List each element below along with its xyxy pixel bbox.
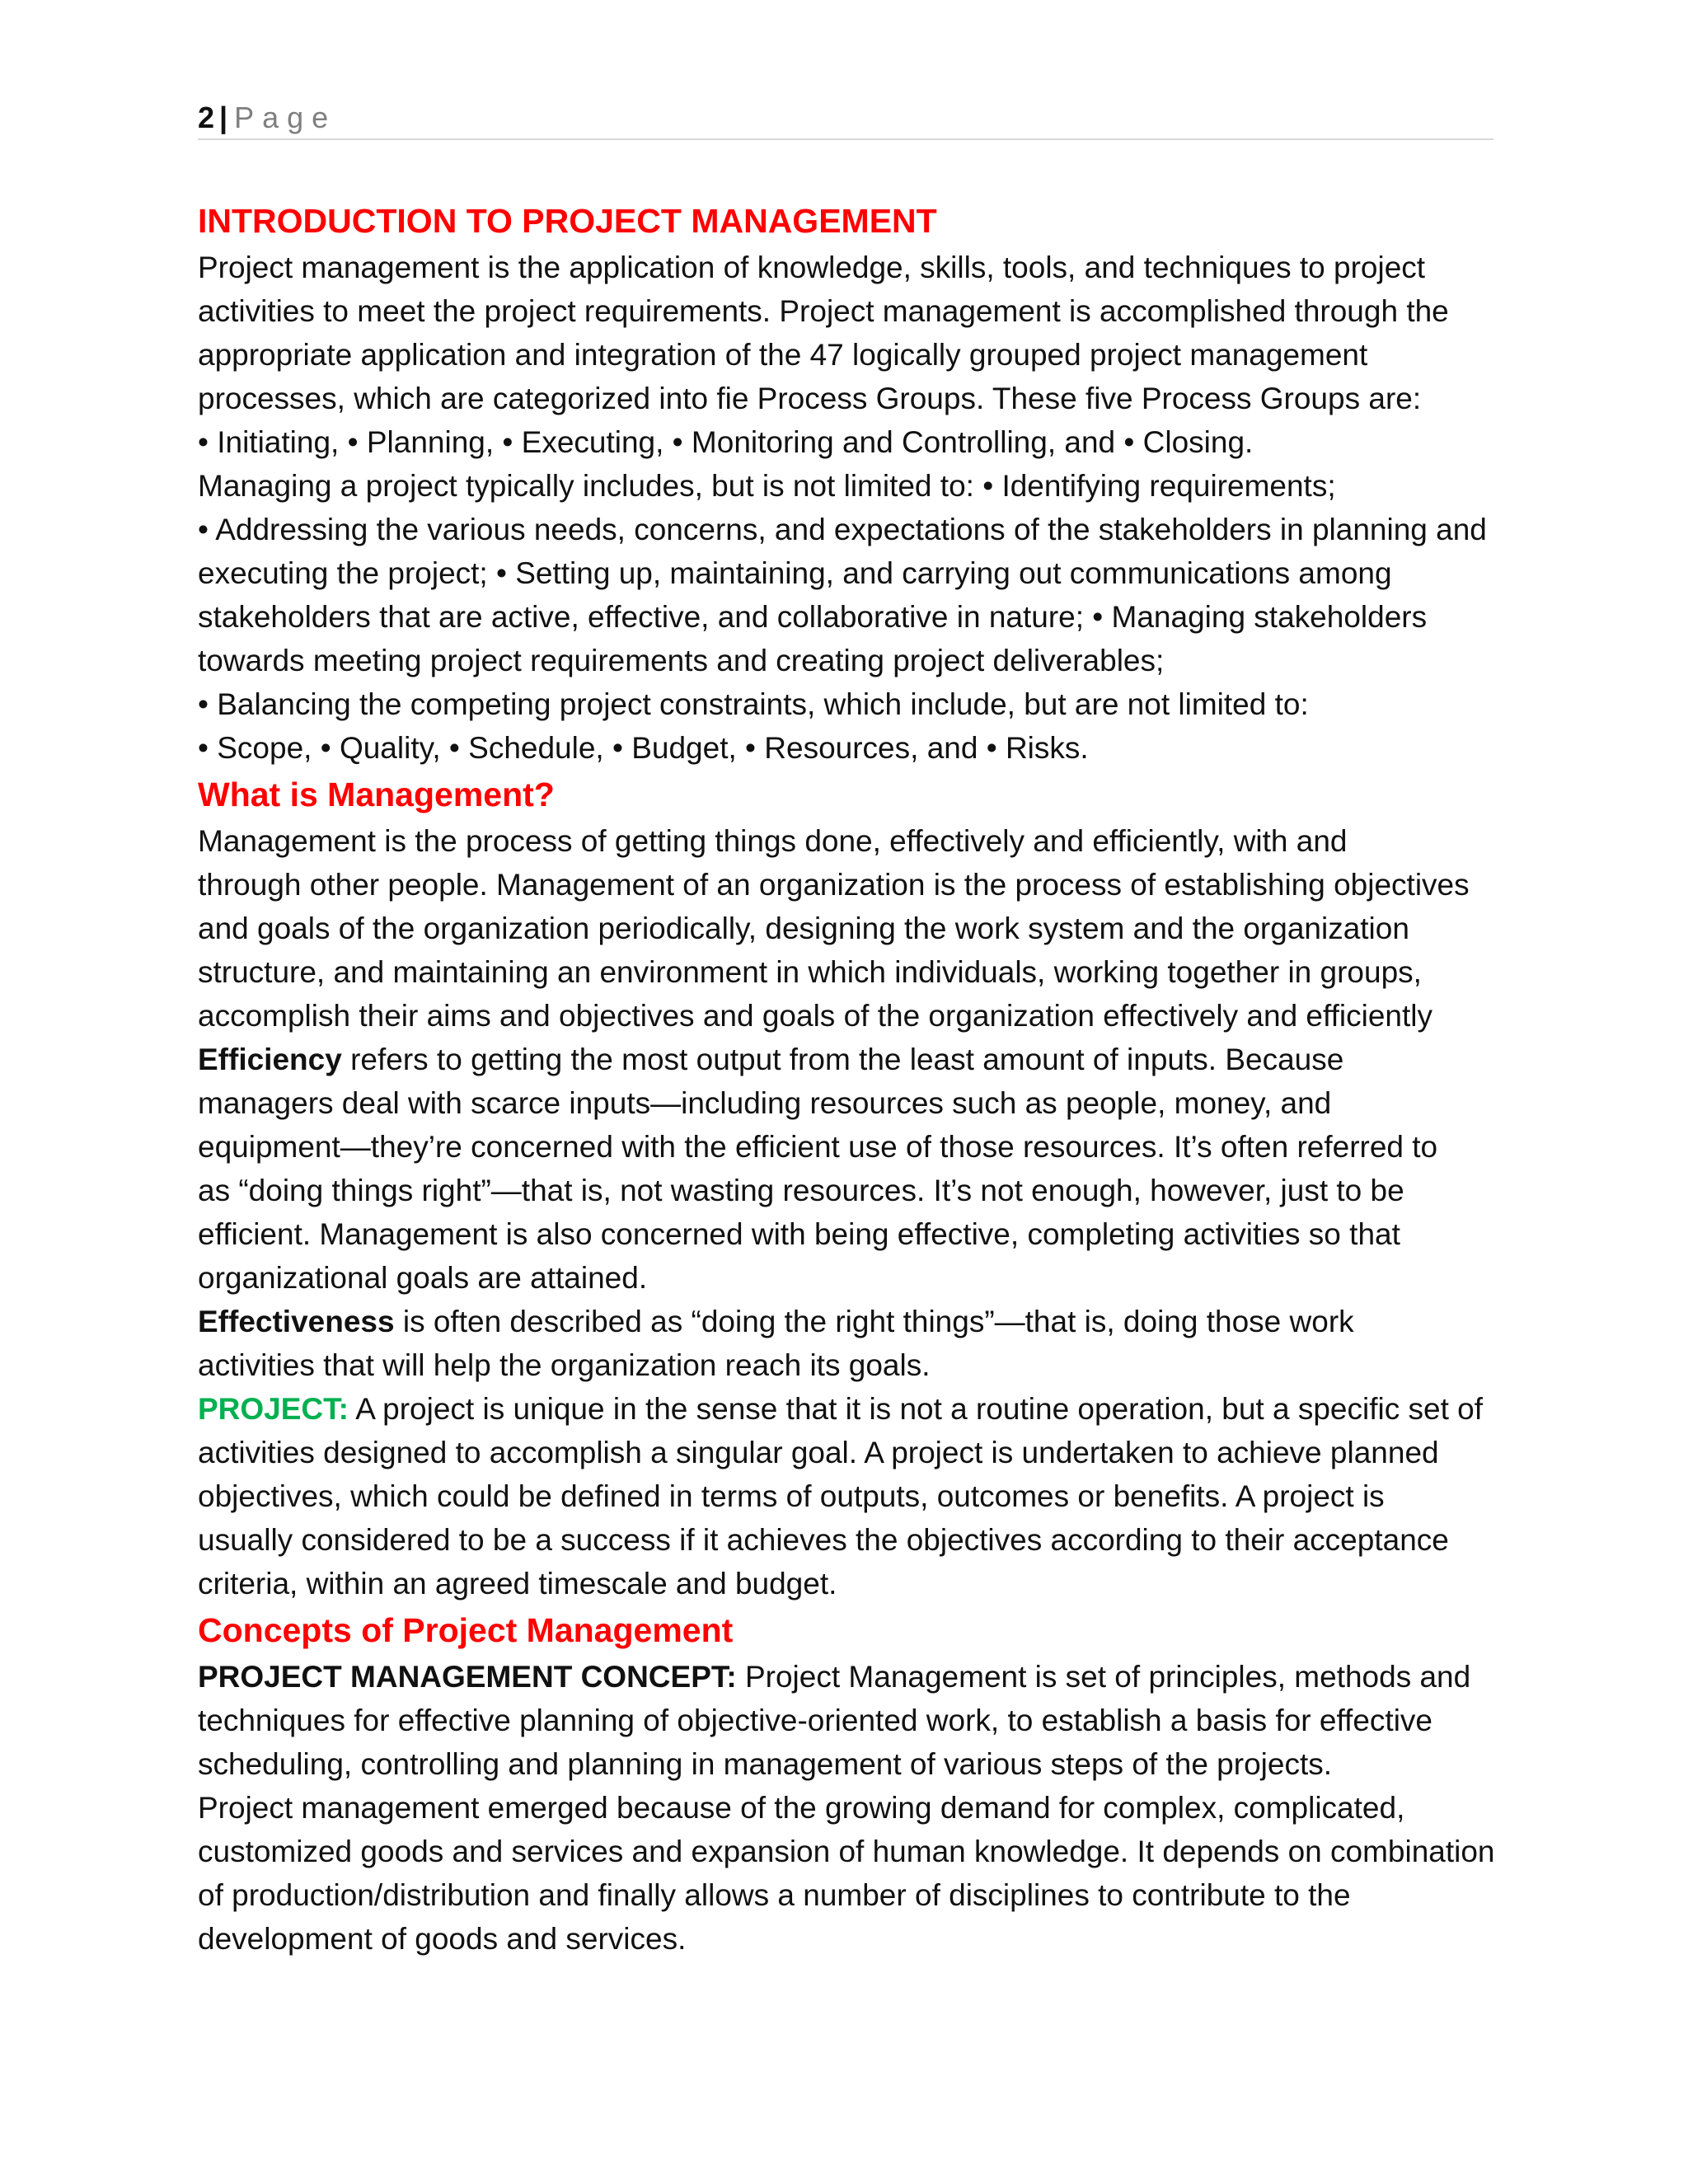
text-line: scheduling, controlling and planning in management of various steps of the projects.	[198, 1747, 1333, 1781]
intro-paragraph	[198, 246, 1517, 770]
text-line	[198, 1300, 1517, 1343]
management-paragraph	[198, 819, 1517, 1038]
text-line: structure, and maintaining an environment in which individuals, working together in groups,	[198, 955, 1422, 989]
text-line: equipment—they’re concerned with the efficient use of those resources. It’s often referred to	[198, 1130, 1438, 1164]
text-line	[198, 1655, 1517, 1699]
text-line: Project management is the application of knowledge, skills, tools, and techniques to project	[198, 251, 1426, 284]
text-line	[198, 1387, 1517, 1431]
efficiency-text: refers to getting the most output from the least amount of inputs. Because	[341, 1043, 1344, 1076]
text-line: through other people. Management of an organization is the process of establishing objectives	[198, 868, 1470, 902]
heading-what-is-management: What is Management?	[198, 776, 555, 813]
header-separator: |	[219, 101, 228, 134]
effectiveness-paragraph	[198, 1300, 1517, 1387]
text-line: objectives, which could be defined in terms of outputs, outcomes or benefits. A project is	[198, 1479, 1385, 1513]
text-line: activities to meet the project requirements. Project management is accomplished through the	[198, 294, 1449, 328]
heading-concepts: Concepts of Project Management	[198, 1611, 734, 1649]
text-line: Project management emerged because of the growing demand for complex, complicated,	[198, 1791, 1405, 1825]
text-line: stakeholders that are active, effective, and collaborative in nature; • Managing stakeholders	[198, 600, 1428, 634]
text-line: usually considered to be a success if it achieves the objectives according to their acceptance	[198, 1523, 1449, 1557]
text-line: criteria, within an agreed timescale and budget.	[198, 1567, 837, 1601]
emerged-paragraph	[198, 1786, 1517, 1961]
concept-paragraph	[198, 1655, 1517, 1786]
heading-introduction: INTRODUCTION TO PROJECT MANAGEMENT	[198, 202, 937, 240]
project-term: PROJECT:	[198, 1392, 349, 1426]
text-line: • Balancing the competing project constraints, which include, but are not limited to:	[198, 687, 1309, 721]
efficiency-term: Efficiency	[198, 1043, 342, 1076]
text-line: activities that will help the organization reach its goals.	[198, 1348, 931, 1382]
text-line: efficient. Management is also concerned with being effective, completing activities so that	[198, 1217, 1400, 1251]
project-paragraph	[198, 1387, 1517, 1605]
text-line: as “doing things right”—that is, not wasting resources. It’s not enough, however, just to be	[198, 1174, 1404, 1207]
text-line: Management is the process of getting things done, effectively and efficiently, with and	[198, 824, 1348, 858]
text-line: Managing a project typically includes, but is not limited to: • Identifying requirements;	[198, 469, 1336, 503]
page-number: 2	[198, 101, 215, 134]
concept-term: PROJECT MANAGEMENT CONCEPT:	[198, 1660, 737, 1694]
concept-text: Project Management is set of principles, methods and	[736, 1660, 1471, 1694]
text-line: managers deal with scarce inputs—including resources such as people, money, and	[198, 1086, 1332, 1120]
document-body	[198, 196, 1517, 1961]
page-label: Page	[234, 101, 337, 134]
text-line: executing the project; • Setting up, maintaining, and carrying out communications among	[198, 556, 1392, 590]
efficiency-paragraph	[198, 1038, 1517, 1300]
text-line: of production/distribution and finally allows a number of disciplines to contribute to the	[198, 1878, 1351, 1912]
text-line: techniques for effective planning of objective-oriented work, to establish a basis for effective	[198, 1704, 1432, 1737]
text-line: customized goods and services and expansion of human knowledge. It depends on combination	[198, 1835, 1495, 1868]
text-line	[198, 1038, 1517, 1081]
text-line: processes, which are categorized into fie Process Groups. These five Process Groups are:	[198, 382, 1422, 415]
constraints-line: • Scope, • Quality, • Schedule, • Budget, • Resources, and • Risks.	[198, 731, 1089, 765]
text-line: activities designed to accomplish a singular goal. A project is undertaken to achieve planned	[198, 1436, 1439, 1469]
text-line: • Addressing the various needs, concerns, and expectations of the stakeholders in planning and	[198, 513, 1487, 546]
text-line: organizational goals are attained.	[198, 1261, 648, 1295]
project-text: A project is unique in the sense that it is not a routine operation, but a specific set of	[348, 1392, 1483, 1426]
text-line: towards meeting project requirements and creating project deliverables;	[198, 644, 1165, 677]
text-line: accomplish their aims and objectives and goals of the organization effectively and efficiently	[198, 999, 1432, 1033]
text-line: and goals of the organization periodically, designing the work system and the organization	[198, 912, 1409, 945]
page-header	[198, 97, 1493, 140]
process-groups-line: • Initiating, • Planning, • Executing, • Monitoring and Controlling, and • Closing.	[198, 425, 1254, 459]
effectiveness-term: Effectiveness	[198, 1305, 395, 1338]
effectiveness-text: is often described as “doing the right things”—that is, doing those work	[394, 1305, 1354, 1338]
text-line: development of goods and services.	[198, 1922, 687, 1956]
text-line: appropriate application and integration of the 47 logically grouped project management	[198, 338, 1368, 372]
